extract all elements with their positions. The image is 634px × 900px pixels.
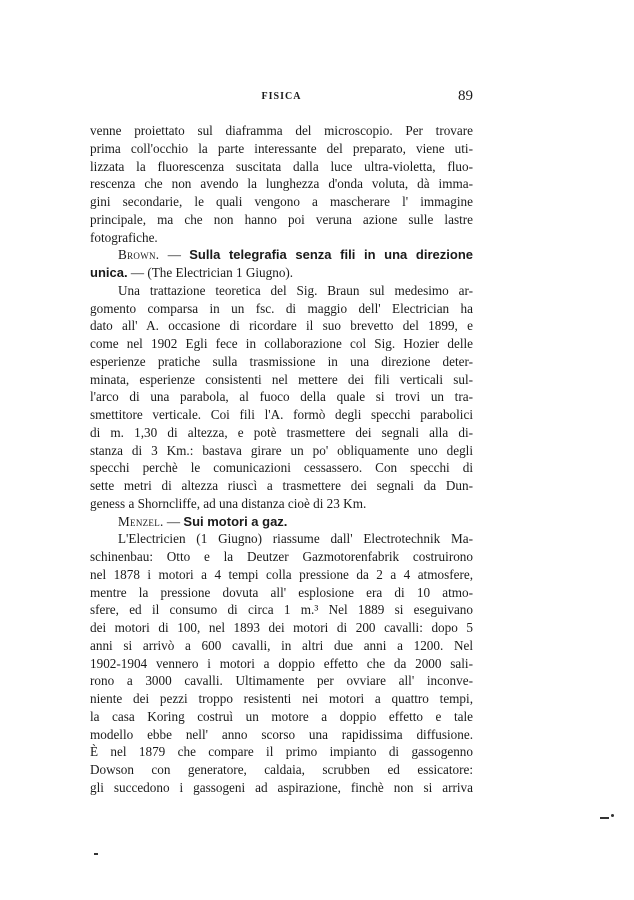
text-line: la casa Koring costruì un motore a doppio effetto e tale <box>90 708 473 724</box>
running-title: FISICA <box>261 91 302 102</box>
text-line: lizzata la fluorescenza suscitata dalla luce ultra-violetta, fluo- <box>90 158 473 174</box>
source-citation: — (The Electrician 1 Giugno). <box>130 265 294 280</box>
text-line: venne proiettato sul diaframma del microscopio. Per trovare <box>90 123 473 138</box>
text-line: modello ebbe nell' anno scorso una rapidissima diffusione. <box>90 726 473 742</box>
paragraph-2 <box>90 282 473 513</box>
text-line: geness a Shorncliffe, ad una distanza cioè di 23 Km. <box>90 495 367 511</box>
text-line: È nel 1879 che compare il primo impianto di gassogenno <box>90 744 473 760</box>
text-line: dato all' A. occasione di ricordare il suo brevetto del 1899, e <box>90 318 473 334</box>
text-line: mentre la pressione dovuta all' esplosione era di 10 atmo- <box>90 584 473 600</box>
paragraph-1 <box>90 122 473 246</box>
author-name: Brown. <box>118 247 160 263</box>
text-line: 1902-1904 vennero i motori a doppio effetto che da 2000 sali- <box>90 655 473 671</box>
text-line: gli succedono i gassogeni ad aspirazione, finchè non si arriva <box>90 779 473 795</box>
heading-line <box>90 513 473 531</box>
page-header <box>90 88 473 108</box>
text-line: l'arco di una parabola, al fuoco della quale si trovi un tra- <box>90 389 473 405</box>
heading-dash: — <box>166 513 181 529</box>
text-line: come nel 1902 Egli fece in collaborazione col Sig. Hozier delle <box>90 336 473 351</box>
text-line: Dowson con generatore, caldaia, scrubben ed essicatore: <box>90 762 473 777</box>
text-line: gini secondarie, le quali vengono a mascherare l' immagine <box>90 194 473 209</box>
paragraph-3 <box>90 530 473 796</box>
text-line: rescenza che non avendo la lunghezza d'onda voluta, dà imma- <box>90 176 473 192</box>
text-line: rono a 3000 cavalli. Ultimamente per ovviare all' inconve- <box>90 673 473 689</box>
text-line: nel 1878 i motori a 4 tempi colla pressione da 2 a 4 atmosfere, <box>90 566 473 582</box>
scan-speck <box>600 817 609 819</box>
scan-speck <box>611 814 614 817</box>
text-line: schinenbau: Otto e la Deutzer Gazmotorenfabrik costruirono <box>90 549 473 564</box>
text-line: principale, ma che non hanno poi veruna azione sulle lastre <box>90 211 473 227</box>
text-line: Una trattazione teoretica del Sig. Braun sul medesimo ar- <box>118 282 473 298</box>
section-title: Sui motori a gaz. <box>183 513 288 529</box>
text-line: gomento comparsa in un fsc. di maggio dell' Electrician ha <box>90 300 473 316</box>
text-line: prima coll'occhio la parte interessante del preparato, viene uti- <box>90 140 473 156</box>
text-line: smettitore verticale. Coi fili l'A. formò degli specchi parabolici <box>90 407 473 422</box>
text-line: stanza di 3 Km.: bastava girare un po' obliquamente uno degli <box>90 442 473 458</box>
heading-line <box>90 264 473 282</box>
section-heading-brown <box>90 246 473 282</box>
text-line: esperienze pratiche sulla trasmissione in una direzione deter- <box>90 353 473 369</box>
text-line: sfere, ed il consumo di circa 1 m.³ Nel 1889 si eseguivano <box>90 602 473 618</box>
text-line: sette metri di altezza riuscì a trasmettere dei segnali da Dun- <box>90 478 473 493</box>
section-title-cont: unica. <box>90 265 128 280</box>
text-line: dei motori di 100, nel 1893 dei motori di 200 cavalli: dopo 5 <box>90 620 473 635</box>
text-line: di m. 1,30 di altezza, e potè trasmettere dei segnali alla di- <box>90 424 473 440</box>
scan-speck <box>94 853 98 855</box>
heading-line <box>90 246 473 264</box>
body-text <box>90 122 473 797</box>
author-name: Menzel. <box>118 513 164 529</box>
page-number: 89 <box>458 88 473 104</box>
heading-dash: — <box>167 247 181 263</box>
section-heading-menzel <box>90 513 473 531</box>
section-title: Sulla telegrafia senza fili in una direzione <box>189 247 473 263</box>
text-line: fotografiche. <box>90 229 158 245</box>
text-line: L'Electricien (1 Giugno) riassume dall' Electrotechnik Ma- <box>118 531 473 547</box>
text-line: specchi perchè le comunicazioni cessassero. Con specchi di <box>90 460 473 476</box>
text-line: anni si arrivò a 600 cavalli, in altri due anni a 1200. Nel <box>90 637 473 653</box>
text-line: minata, esperienze consistenti nel mettere dei fili verticali sul- <box>90 371 473 387</box>
text-line: niente dei pezzi troppo resistenti nei motori a quattro tempi, <box>90 691 473 706</box>
